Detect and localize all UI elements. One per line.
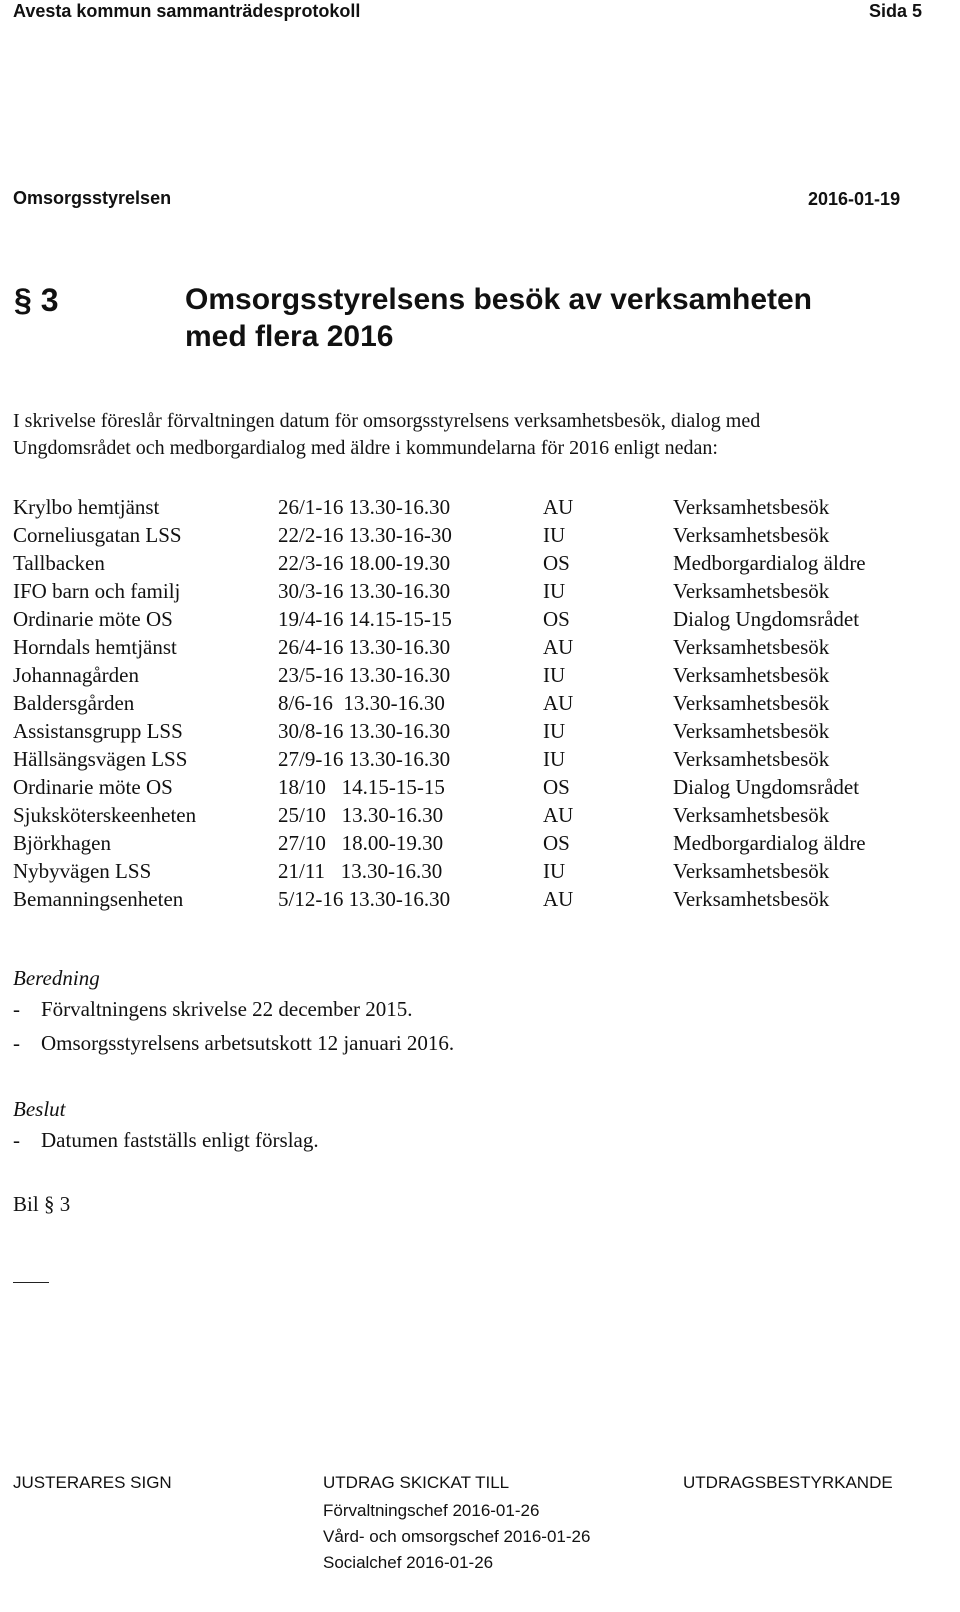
list-dash: - xyxy=(13,1128,20,1152)
schedule-group: AU xyxy=(543,635,574,659)
schedule-place: Baldersgården xyxy=(13,691,135,715)
schedule-place: Ordinarie möte OS xyxy=(13,607,173,631)
justerares-sign-label: JUSTERARES SIGN xyxy=(13,1473,172,1492)
schedule-type: Verksamhetsbesök xyxy=(673,747,830,771)
schedule-type: Verksamhetsbesök xyxy=(673,719,830,743)
schedule-group: IU xyxy=(543,579,566,603)
intro-line-2: Ungdomsrådet och medborgardialog med äldre i kommundelarna för 2016 enligt nedan: xyxy=(13,437,718,459)
list-dash: - xyxy=(13,997,20,1021)
schedule-place: Assistansgrupp LSS xyxy=(13,719,183,743)
schedule-row xyxy=(13,885,866,913)
schedule-table xyxy=(13,493,866,913)
schedule-type: Verksamhetsbesök xyxy=(673,495,830,519)
schedule-type: Verksamhetsbesök xyxy=(673,859,830,883)
schedule-group: IU xyxy=(543,663,566,687)
schedule-datetime: 5/12-16 13.30-16.30 xyxy=(278,887,451,911)
schedule-place: Krylbo hemtjänst xyxy=(13,495,160,519)
schedule-datetime: 30/3-16 13.30-16.30 xyxy=(278,579,451,603)
schedule-datetime: 26/1-16 13.30-16.30 xyxy=(278,495,451,519)
schedule-group: AU xyxy=(543,887,574,911)
utdragsbestyrkande-label: UTDRAGSBESTYRKANDE xyxy=(683,1473,893,1492)
beredning-heading: Beredning xyxy=(13,966,100,990)
schedule-datetime: 27/9-16 13.30-16.30 xyxy=(278,747,451,771)
utdrag-skickat-label: UTDRAG SKICKAT TILL xyxy=(323,1473,510,1492)
meeting-date: 2016-01-19 xyxy=(808,189,901,209)
schedule-row xyxy=(13,577,866,605)
schedule-datetime: 23/5-16 13.30-16.30 xyxy=(278,663,451,687)
schedule-place: Hällsängsvägen LSS xyxy=(13,747,188,771)
schedule-place: Nybyvägen LSS xyxy=(13,859,152,883)
schedule-row xyxy=(13,857,866,885)
recipient-list xyxy=(323,1498,590,1576)
recipient-item: Socialchef 2016-01-26 xyxy=(323,1553,494,1572)
schedule-row xyxy=(13,717,866,745)
schedule-group: IU xyxy=(543,523,566,547)
schedule-place: Corneliusgatan LSS xyxy=(13,523,182,547)
schedule-row xyxy=(13,633,866,661)
bilaga-reference xyxy=(13,1192,70,1217)
schedule-datetime: 30/8-16 13.30-16.30 xyxy=(278,719,451,743)
schedule-type: Medborgardialog äldre xyxy=(673,831,866,855)
schedule-type: Dialog Ungdomsrådet xyxy=(673,607,860,631)
schedule-datetime: 27/10 18.00-19.30 xyxy=(278,831,444,855)
page-number: Sida 5 xyxy=(869,1,923,21)
schedule-row xyxy=(13,773,866,801)
recipient-item: Vård- och omsorgschef 2016-01-26 xyxy=(323,1527,591,1546)
section-title-line-2: med flera 2016 xyxy=(185,320,394,353)
schedule-group: OS xyxy=(543,551,570,575)
schedule-group: AU xyxy=(543,803,574,827)
schedule-row xyxy=(13,829,866,857)
beslut-item-text: Datumen fastställs enligt förslag. xyxy=(41,1128,319,1152)
beredning-item-text: Omsorgsstyrelsens arbetsutskott 12 januari 2016. xyxy=(41,1031,455,1055)
schedule-type: Verksamhetsbesök xyxy=(673,691,830,715)
recipient-item: Förvaltningschef 2016-01-26 xyxy=(323,1501,540,1520)
schedule-group: OS xyxy=(543,607,570,631)
schedule-row xyxy=(13,549,866,577)
document-title: Avesta kommun sammanträdesprotokoll xyxy=(13,1,361,21)
schedule-type: Verksamhetsbesök xyxy=(673,663,830,687)
schedule-type: Medborgardialog äldre xyxy=(673,551,866,575)
bilaga-number: 3 xyxy=(59,1192,71,1216)
beredning-item xyxy=(13,1031,455,1056)
schedule-group: OS xyxy=(543,831,570,855)
beslut-heading: Beslut xyxy=(13,1097,66,1121)
schedule-place: Ordinarie möte OS xyxy=(13,775,173,799)
schedule-type: Verksamhetsbesök xyxy=(673,635,830,659)
schedule-place: IFO barn och familj xyxy=(13,579,181,603)
schedule-type: Dialog Ungdomsrådet xyxy=(673,775,860,799)
intro-line-1: I skrivelse föreslår förvaltningen datum för omsorgsstyrelsens verksamhetsbesök, dialog med xyxy=(13,410,761,432)
board-name: Omsorgsstyrelsen xyxy=(13,188,172,208)
schedule-row xyxy=(13,605,866,633)
schedule-row xyxy=(13,521,866,549)
schedule-place: Tallbacken xyxy=(13,551,105,575)
schedule-place: Johannagården xyxy=(13,663,139,687)
beredning-item-text: Förvaltningens skrivelse 22 december 2015. xyxy=(41,997,413,1021)
schedule-group: IU xyxy=(543,719,566,743)
schedule-body xyxy=(13,493,866,913)
schedule-datetime: 22/3-16 18.00-19.30 xyxy=(278,551,451,575)
schedule-datetime: 21/11 13.30-16.30 xyxy=(278,859,443,883)
section-title xyxy=(185,281,812,355)
schedule-type: Verksamhetsbesök xyxy=(673,803,830,827)
schedule-row xyxy=(13,801,866,829)
schedule-group: IU xyxy=(543,859,566,883)
schedule-group: OS xyxy=(543,775,570,799)
schedule-row xyxy=(13,493,866,521)
schedule-group: AU xyxy=(543,691,574,715)
schedule-type: Verksamhetsbesök xyxy=(673,523,830,547)
intro-paragraph xyxy=(13,408,760,462)
schedule-row xyxy=(13,689,866,717)
schedule-place: Björkhagen xyxy=(13,831,111,855)
schedule-datetime: 26/4-16 13.30-16.30 xyxy=(278,635,451,659)
schedule-place: Bemanningsenheten xyxy=(13,887,184,911)
section-title-line-1: Omsorgsstyrelsens besök av verksamheten xyxy=(185,283,812,316)
schedule-datetime: 8/6-16 13.30-16.30 xyxy=(278,691,445,715)
schedule-datetime: 25/10 13.30-16.30 xyxy=(278,803,444,827)
signature-rule xyxy=(13,1282,49,1283)
schedule-place: Horndals hemtjänst xyxy=(13,635,177,659)
schedule-place: Sjuksköterskeenheten xyxy=(13,803,197,827)
schedule-row xyxy=(13,745,866,773)
bilaga-label: Bil xyxy=(13,1192,39,1216)
section-number: 3 xyxy=(40,282,59,318)
beslut-item xyxy=(13,1128,319,1153)
section-mark: § xyxy=(14,282,32,318)
schedule-datetime: 19/4-16 14.15-15-15 xyxy=(278,607,452,631)
schedule-datetime: 22/2-16 13.30-16-30 xyxy=(278,523,452,547)
beredning-item xyxy=(13,997,413,1022)
schedule-group: AU xyxy=(543,495,574,519)
schedule-row xyxy=(13,661,866,689)
paragraph-number xyxy=(14,282,58,319)
bilaga-section-mark: § xyxy=(43,1192,55,1216)
schedule-type: Verksamhetsbesök xyxy=(673,887,830,911)
list-dash: - xyxy=(13,1031,20,1055)
schedule-group: IU xyxy=(543,747,566,771)
schedule-type: Verksamhetsbesök xyxy=(673,579,830,603)
schedule-datetime: 18/10 14.15-15-15 xyxy=(278,775,445,799)
